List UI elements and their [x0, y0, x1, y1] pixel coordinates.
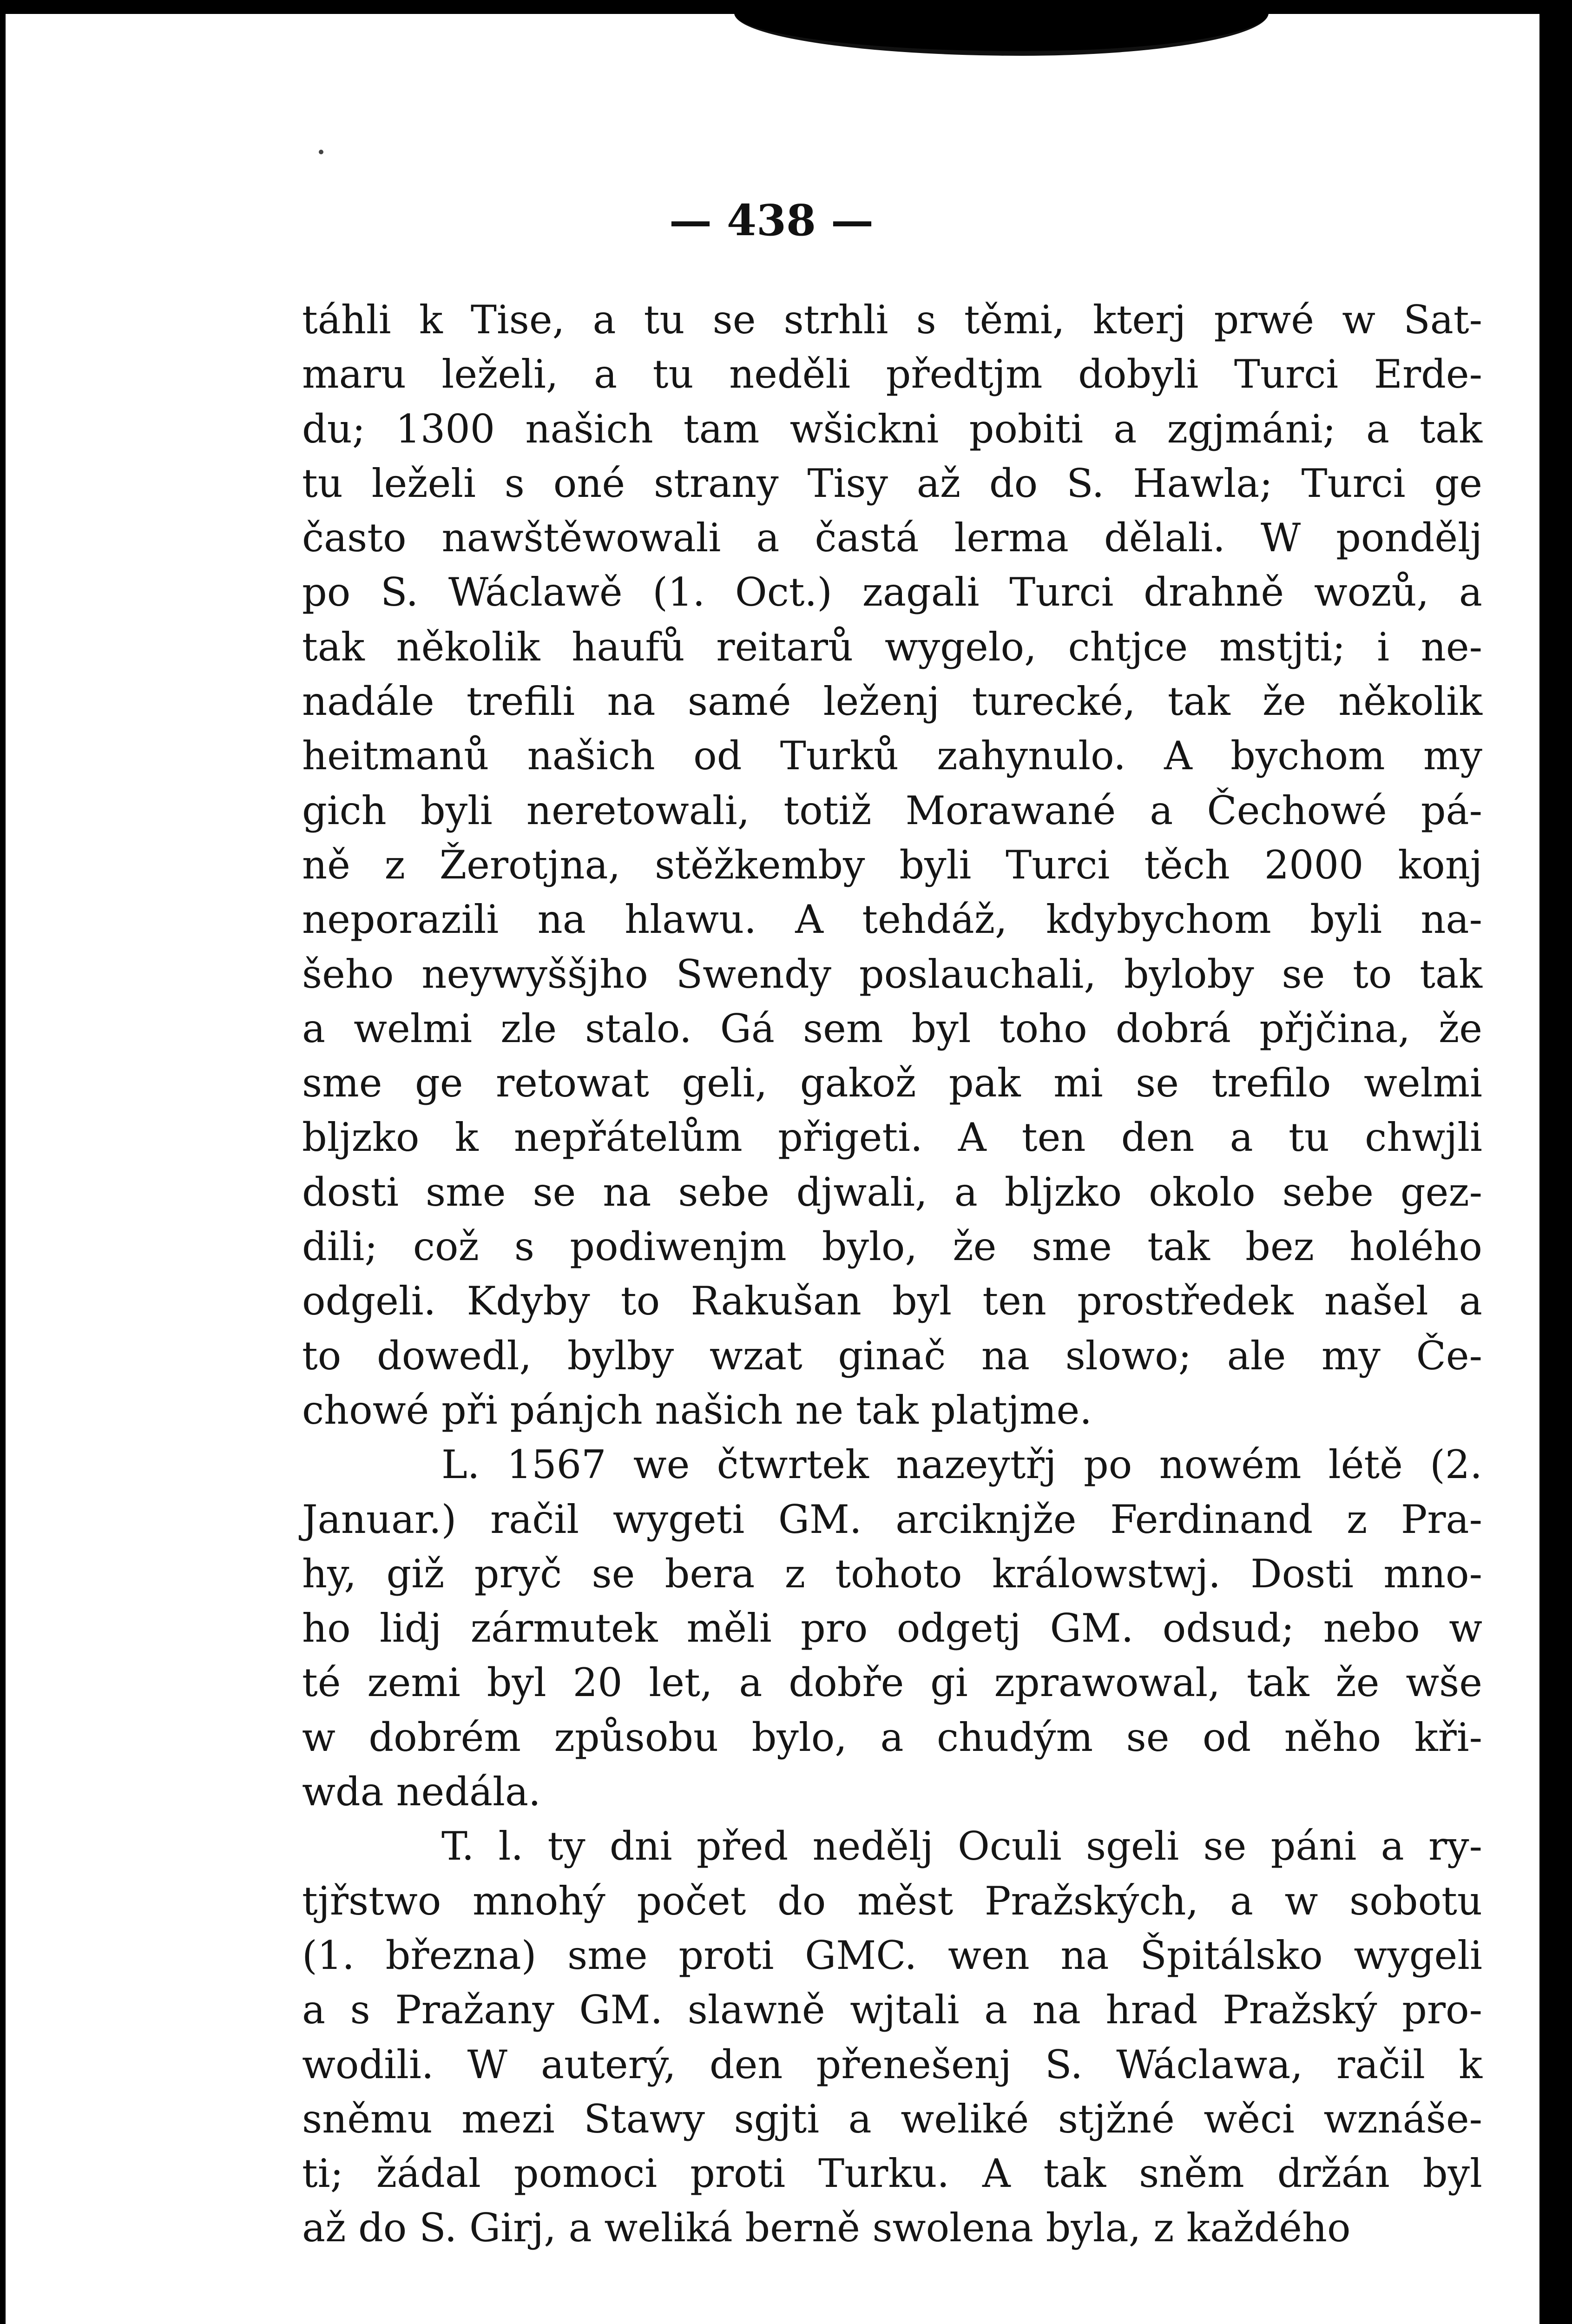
text-line: Januar.) račil wygeti GM. arciknjže Ferdinand z Pra- [302, 1496, 1482, 1542]
text-line: často nawštěwowali a častá lerma dělali. W pondělj [302, 515, 1482, 561]
text-line: wodili. W auterý, den přenešenj S. Wáclawa, račil k [302, 2041, 1482, 2087]
text-line: maru leželi, a tu neděli předtjm dobyli Turci Erde- [302, 351, 1482, 397]
text-line: šeho neywyššjho Swendy poslauchali, byloby se to tak [302, 951, 1482, 997]
paper-speck [319, 150, 323, 154]
scan-right-edge [1539, 0, 1572, 2324]
text-line: tu leželi s oné strany Tisy až do S. Hawla; Turci ge [302, 460, 1482, 506]
text-line: dosti sme se na sebe djwali, a bljzko okolo sebe gez- [302, 1169, 1482, 1215]
text-line: (1. března) sme proti GMC. wen na Špitálsko wygeli [302, 1932, 1482, 1978]
scan-left-edge [0, 0, 6, 2324]
text-line: a welmi zle stalo. Gá sem byl toho dobrá přjčina, že [302, 1005, 1482, 1051]
text-line: ho lidj zármutek měli pro odgetj GM. odsud; nebo w [302, 1605, 1482, 1651]
text-line: heitmanů našich od Turků zahynulo. A bychom my [302, 733, 1482, 779]
text-line: až do S. Girj, a weliká berně swolena byla, z každého [302, 2205, 1351, 2251]
text-line: dili; což s podiwenjm bylo, že sme tak bez holého [302, 1224, 1482, 1270]
text-line: ti; žádal pomoci proti Turku. A tak sněm držán byl [302, 2151, 1482, 2197]
text-line: tak několik haufů reitarů wygelo, chtjce mstjti; i ne- [302, 624, 1482, 670]
text-line: táhli k Tise, a tu se strhli s těmi, kterj prwé w Sat- [302, 297, 1482, 343]
text-line: sněmu mezi Stawy sgjti a weliké stjžné wěci wznáše- [302, 2096, 1482, 2142]
text-line: wda nedála. [302, 1769, 541, 1815]
page-number: — 438 — [669, 195, 874, 245]
text-line: té zemi byl 20 let, a dobře gi zprawowal, tak že wše [302, 1660, 1482, 1706]
text-line: odgeli. Kdyby to Rakušan byl ten prostředek našel a [302, 1278, 1482, 1324]
text-line: L. 1567 we čtwrtek nazeytřj po nowém létě (2. [441, 1442, 1482, 1488]
text-line: chowé při pánjch našich ne tak platjme. [302, 1387, 1092, 1433]
text-line: to dowedl, bylby wzat ginač na slowo; ale my Če- [302, 1333, 1482, 1379]
text-line: neporazili na hlawu. A tehdáž, kdybychom byli na- [302, 897, 1482, 943]
text-line: w dobrém způsobu bylo, a chudým se od něho kři- [302, 1714, 1482, 1760]
text-line: nadále trefili na samé leženj turecké, tak že několik [302, 679, 1482, 725]
text-line: po S. Wáclawě (1. Oct.) zagali Turci drahně wozů, a [302, 569, 1482, 615]
text-line: a s Pražany GM. slawně wjtali a na hrad Pražský pro- [302, 1987, 1482, 2033]
text-line: tjřstwo mnohý počet do měst Pražských, a w sobotu [302, 1878, 1482, 1924]
text-line: hy, giž pryč se bera z tohoto králowstwj. Dosti mno- [302, 1551, 1482, 1597]
text-line: T. l. ty dni před nedělj Oculi sgeli se páni a ry- [441, 1823, 1482, 1869]
text-line: ně z Žerotjna, stěžkemby byli Turci těch 2000 konj [302, 842, 1482, 888]
text-line: bljzko k nepřátelům přigeti. A ten den a tu chwjli [302, 1115, 1482, 1161]
text-line: sme ge retowat geli, gakož pak mi se trefilo welmi [302, 1060, 1482, 1106]
text-line: gich byli neretowali, totiž Morawané a Čechowé pá- [302, 787, 1482, 833]
body-text [302, 293, 1482, 2256]
text-line: du; 1300 našich tam wšickni pobiti a zgjmáni; a tak [302, 406, 1482, 452]
